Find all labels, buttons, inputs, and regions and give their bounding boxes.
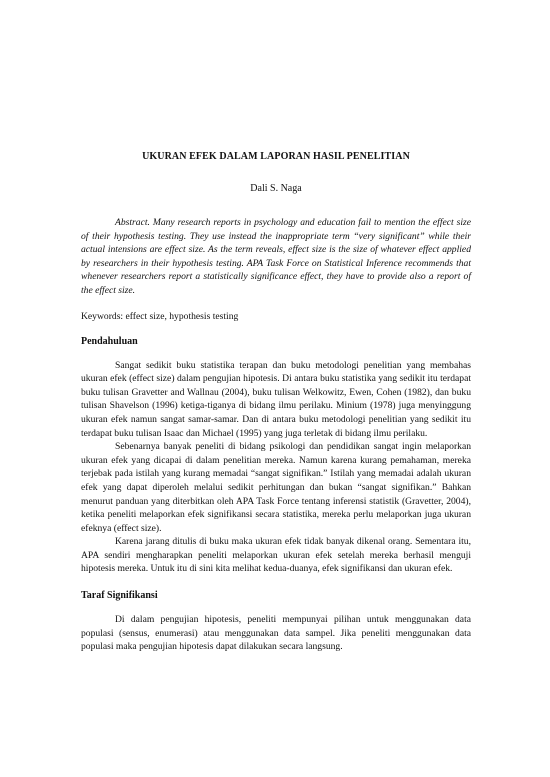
document-body (81, 150, 471, 654)
paragraph: Di dalam pengujian hipotesis, peneliti mempunyai pilihan untuk menggunakan data populasi (sensus, enumerasi) atau menggunakan data sampel. Jika peneliti menggunakan data populasi maka pengujian hipotesis dapat dilakukan secara langsung. (81, 614, 471, 653)
section-heading: Pendahuluan (81, 335, 138, 347)
paragraph: Sebenarnya banyak peneliti di bidang psikologi dan pendidikan sangat ingin melaporkan ukuran efek yang dicapai di dalam penelitian mereka. Namun karena kurang pemahaman, mereka terjebak pada istilah yang kurang memadai “sangat signifikan.” Istilah yang memadai adalah ukuran efek yang dapat diperoleh melalui sedikit perhitungan dan bukan “sangat signifikan.” Bahkan menurut panduan yang diterbitkan oleh APA Task Force tentang inferensi statistik (Gravetter, 2004), ketika peneliti melaporkan efek signifikansi secara statistika, mereka perlu melaporkan juga ukuran efeknya (effect size). (81, 441, 471, 534)
section-pendahuluan (81, 335, 471, 577)
section-heading: Taraf Signifikansi (81, 590, 158, 602)
paper-keywords: Keywords: effect size, hypothesis testing (81, 310, 239, 322)
paper-author: Dali S. Naga (250, 183, 302, 194)
paragraph: Sangat sedikit buku statistika terapan dan buku metodologi penelitian yang membahas ukuran efek (effect size) dalam pengujian hipotesis. Di antara buku statistika yang sedikit itu terdapat buku tulisan Gravetter and Wallnau (2004), buku tulisan Welkowitz, Ewen, Cohen (1982), dan buku tulisan Shavelson (1996) ketiga-tiganya di bidang ilmu perilaku. Minium (1978) juga menyinggung ukuran efek namun sangat samar-samar. Dan di antara buku metodologi penelitian yang sedikit itu terdapat buku tulisan Isaac dan Michael (1995) yang juga terletak di bidang ilmu perilaku. (81, 359, 471, 439)
section-taraf-signifikansi (81, 589, 471, 654)
paper-abstract: Abstract. Many research reports in psychology and education fail to mention the effect size of their hypothesis testing. They use instead the inappropriate term “very significant” while their actual intensions are effect size. As the term reveals, effect size is the size of whatever effect applied by researchers in their hypothesis testing. APA Task Force on Statistical Inference recommends that whenever researchers report a statistically significance effect, they have to provide also a report of the effect size. (81, 217, 471, 296)
paper-title: UKURAN EFEK DALAM LAPORAN HASIL PENELITIAN (142, 151, 410, 162)
paragraph: Karena jarang ditulis di buku maka ukuran efek tidak banyak dikenal orang. Sementara itu, APA sendiri mengharapkan peneliti melaporkan ukuran efek setelah mereka berhasil menguji hipotesis mereka. Untuk itu di sini kita melihat kedua-duanya, efek signifikansi dan ukuran efek. (81, 536, 471, 575)
